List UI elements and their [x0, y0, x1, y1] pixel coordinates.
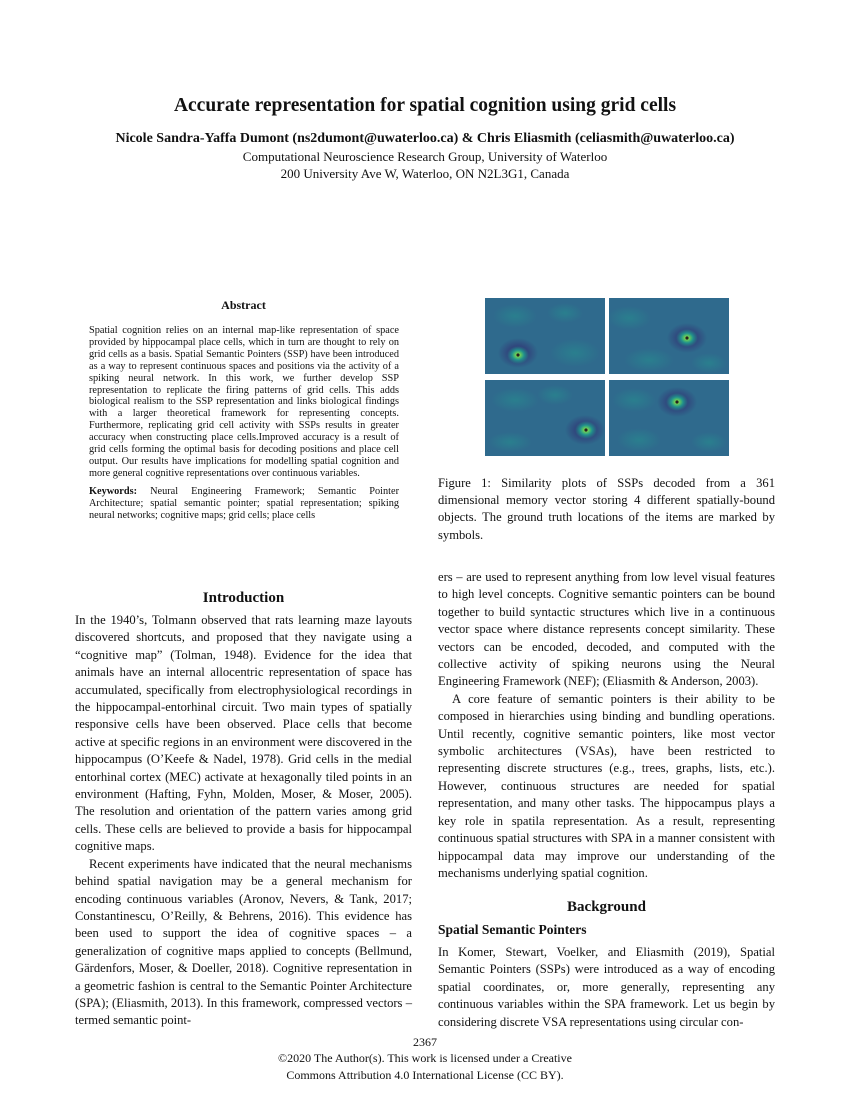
keywords-text: Neural Engineering Framework; Semantic Pointer Architecture; spatial semantic pointer; spatial representation; spiking neural networks; cognitive maps; grid cells; place cells — [89, 485, 399, 521]
affiliation-line-1: Computational Neuroscience Research Group, University of Waterloo — [242, 149, 608, 164]
introduction-heading: Introduction — [202, 590, 285, 606]
ssp-subheading: Spatial Semantic Pointers — [438, 922, 587, 937]
page-number: 2367 — [413, 1035, 437, 1049]
keywords — [89, 486, 399, 522]
figure-1-caption: Figure 1: Similarity plots of SSPs decoded from a 361 dimensional memory vector storing 4 different spatially-bound objects. The ground truth locations of the items are marked by symbols. — [438, 476, 775, 542]
similarity-plot-panel-2 — [609, 298, 729, 374]
abstract-heading: Abstract — [221, 298, 266, 312]
introduction-paragraph-2: Recent experiments have indicated that the neural mechanisms behind spatial navigation may be a general mechanism for encoding continuous variables (Aronov, Nevers, & Tank, 2017; Constantinescu, O’Reilly, & Behrens, 2016). This evidence has been used to support the idea of cognitive spaces – a generalization of cognitive maps applied to concepts (Bellmund, Gärdenfors, Moser, & Doeller, 2018). Cognitive representation in a geometric fashion is central to the Semantic Pointer Architecture (SPA); (Eliasmith, 2013). In this framework, compressed vectors – termed semantic point- — [75, 856, 412, 1028]
abstract-text: Spatial cognition relies on an internal map-like representation of space provided by hippocampal place cells, which in turn are thought to rely on grid cells as a basis. Spatial Semantic Pointers (SSP) have been introduced as a way to represent continuous spaces and positions via the activity of a spiking neural network. In this work, we further develop SSP representation to replicate the firing patterns of grid cells. This adds biological realism to the SSP representation and links biological findings with a larger theoretical framework for representing concepts. Furthermore, replicating grid cell activity with SSPs results in greater accuracy when constructing place cells.Improved accuracy is a result of grid cells forming the optimal basis for decoding positions and place cell output. Our results have implications for modelling spatial cognition and more general cognitive representations over continuous variables. — [89, 325, 399, 479]
figure-1-similarity-plots — [485, 298, 755, 456]
author-line: Nicole Sandra-Yaffa Dumont (ns2dumont@uwaterloo.ca) & Chris Eliasmith (celiasmith@uwaterloo.ca) — [115, 131, 735, 146]
similarity-plot-panel-3 — [485, 380, 605, 456]
paper-title: Accurate representation for spatial cognition using grid cells — [173, 95, 677, 116]
similarity-plot-panel-1 — [485, 298, 605, 374]
license-line-1: ©2020 The Author(s). This work is licensed under a Creative — [278, 1051, 572, 1065]
introduction-paragraph-1: In the 1940’s, Tolmann observed that rats learning maze layouts discovered shortcuts, and proposed that they navigate using a “cognitive map” (Tolman, 1948). Evidence for the idea that animals have an internal allocentric representation of space has accumulated, specifically from electrophysiological recordings in the hippocampal-entorhinal circuit. Two main types of spatially responsive cells have been observed. Place cells that become active at specific regions in an environment were discovered in the hippocampus (O’Keefe & Nadel, 1978). Grid cells in the medial entorhinal cortex (MEC) activate at hexagonally tiled points in an environment (Hafting, Fyhn, Molden, Moser, & Moser, 2005). The resolution and orientation of the pattern varies among grid cells. These cells are believed to provide a basis for hippocampal cognitive maps. — [75, 613, 412, 854]
background-heading: Background — [567, 899, 646, 915]
right-column-body — [438, 569, 775, 882]
license-line-2: Commons Attribution 4.0 International License (CC BY). — [286, 1068, 564, 1082]
keywords-label: Keywords: — [89, 485, 138, 497]
introduction-body — [75, 612, 412, 1030]
right-column-paragraph-1: ers – are used to represent anything from low level visual features to high level concepts. Cognitive semantic pointers can be bound together to build syntactic structures which live in a continuous vector space where distance represents concept similarity. These vectors can be encoded, decoded, and computed with the collective activity of spiking neurons using the Neural Engineering Framework (NEF); (Eliasmith & Anderson, 2003). — [438, 570, 775, 689]
similarity-plot-panel-4 — [609, 380, 729, 456]
right-column-paragraph-2: A core feature of semantic pointers is their ability to be composed in hierarchies using binding and bundling operations. Until recently, cognitive semantic pointers, like most vector symbolic architectures (VSAs), have been restricted to representing discrete structures (e.g., trees, graphs, lists, etc.). However, continuous structures are needed for spatial representation, and many other tasks. The hippocampus plays a key role in spatila representation. As a result, representing continuous spatial structures with SPA in a manner consistent with hippocampal data may improve our understanding of the mechanisms underlying spatial cognition. — [438, 691, 775, 880]
affiliation-line-2: 200 University Ave W, Waterloo, ON N2L3G1, Canada — [280, 166, 570, 181]
ssp-paragraph: In Komer, Stewart, Voelker, and Eliasmith (2019), Spatial Semantic Pointers (SSPs) were introduced as a way of encoding spatial coordinates, or, more generally, representing any continuous variables within the SPA framework. Let us begin by considering discrete VSA representations using circular con- — [438, 945, 775, 1029]
abstract-body — [89, 325, 399, 522]
